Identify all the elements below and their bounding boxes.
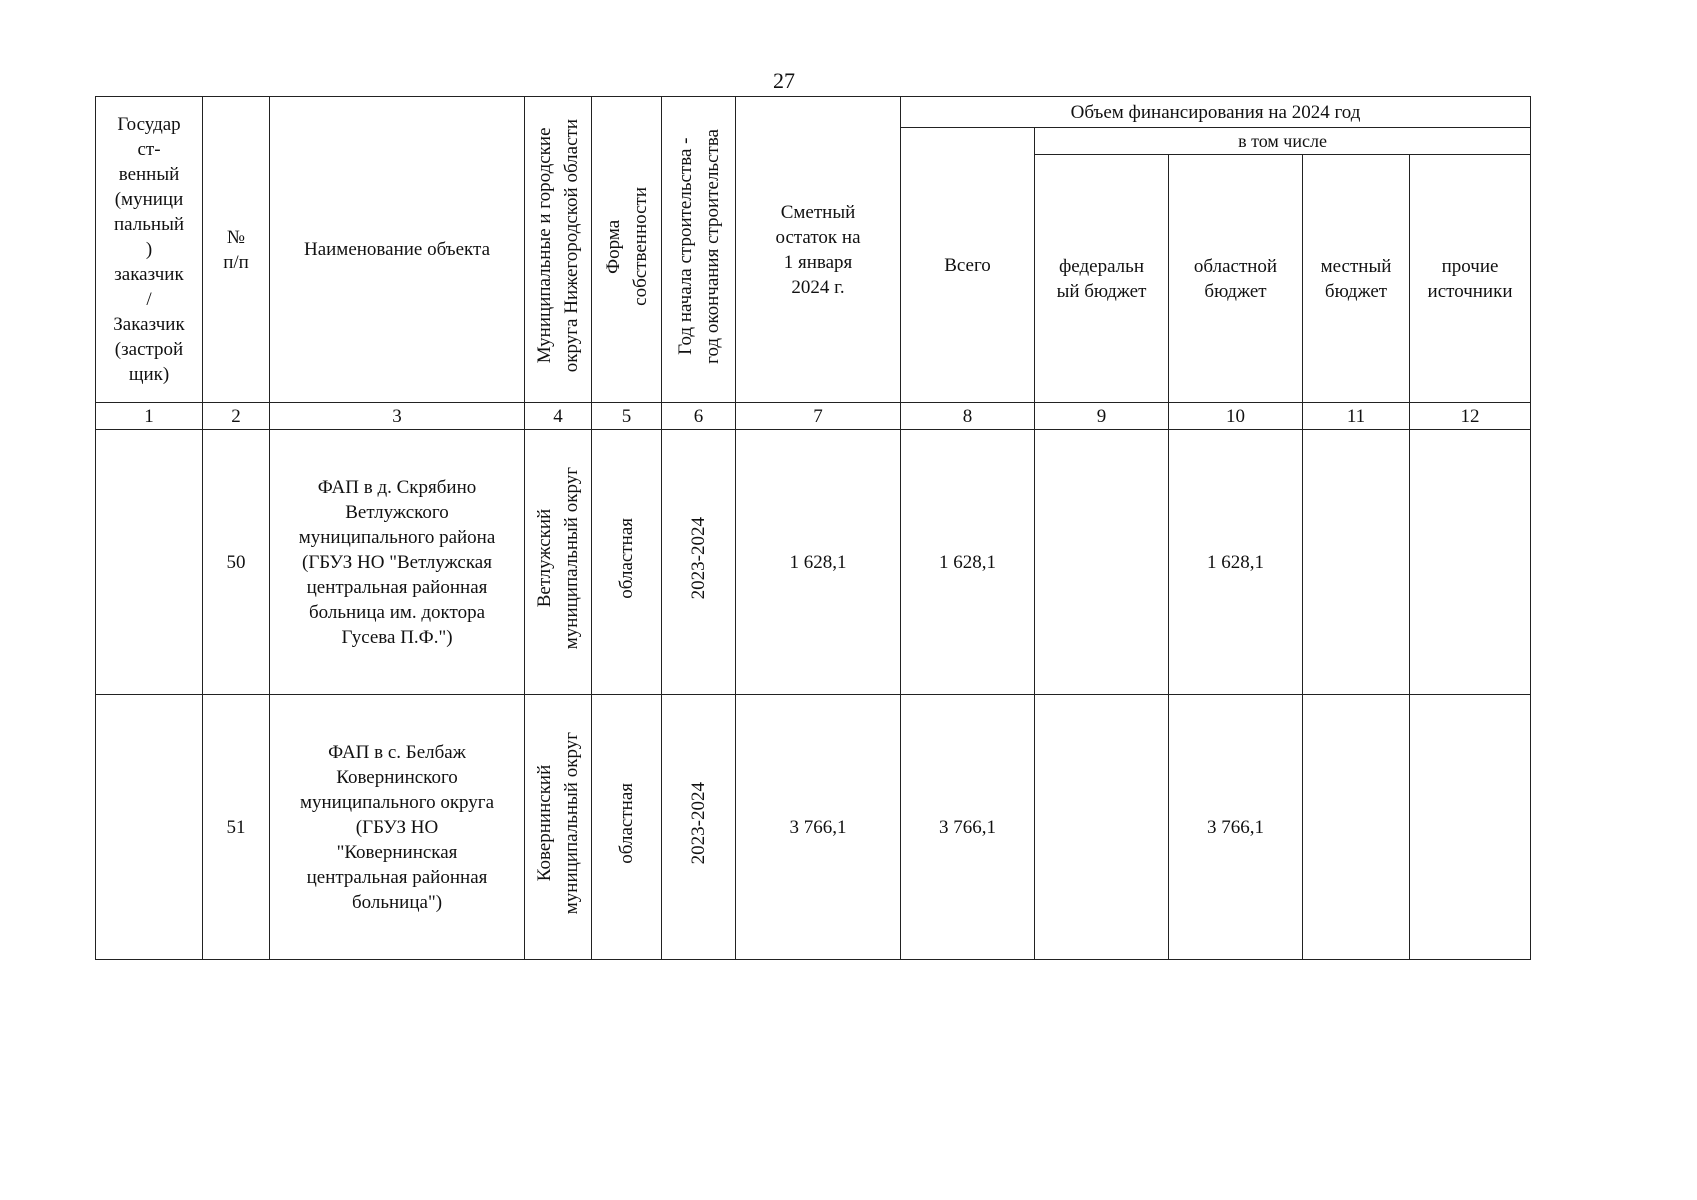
column-number: 11 [1303,403,1410,430]
cell-other [1410,430,1531,695]
header-number: № п/п [203,97,270,403]
cell-number: 50 [203,430,270,695]
header-other: прочие источники [1410,155,1531,403]
header-federal: федеральн ый бюджет [1035,155,1169,403]
header-years: Год начала строительства - год окончания строительства [662,97,736,403]
cell-object-name: ФАП в с. Белбаж Ковернинского муниципального округа (ГБУЗ НО "Ковернинская центральная районная больница") [270,695,525,960]
header-regional: областной бюджет [1169,155,1303,403]
cell-ownership: областная [592,695,662,960]
cell-number: 51 [203,695,270,960]
cell-customer [96,430,203,695]
cell-federal [1035,695,1169,960]
header-including: в том числе [1035,128,1531,155]
column-number: 12 [1410,403,1531,430]
cell-total: 3 766,1 [901,695,1035,960]
cell-regional: 3 766,1 [1169,695,1303,960]
column-number: 8 [901,403,1035,430]
column-number: 1 [96,403,203,430]
column-number: 5 [592,403,662,430]
column-number: 4 [525,403,592,430]
column-number: 10 [1169,403,1303,430]
cell-local [1303,430,1410,695]
column-number: 9 [1035,403,1169,430]
cell-federal [1035,430,1169,695]
column-number: 6 [662,403,736,430]
header-object-name: Наименование объекта [270,97,525,403]
header-estimate: Сметный остаток на 1 января 2024 г. [736,97,901,403]
cell-customer [96,695,203,960]
cell-years: 2023-2024 [662,695,736,960]
cell-estimate: 3 766,1 [736,695,901,960]
header-ownership: Форма собственности [592,97,662,403]
cell-regional: 1 628,1 [1169,430,1303,695]
cell-total: 1 628,1 [901,430,1035,695]
cell-municipal: Ковернинский муниципальный округ [525,695,592,960]
table-row [96,695,1531,960]
header-customer: Государ ст- венный (муници пальный ) заказчик / Заказчик (застрой щик) [96,97,203,403]
header-financing: Объем финансирования на 2024 год [901,97,1531,128]
header-local: местный бюджет [1303,155,1410,403]
cell-years: 2023-2024 [662,430,736,695]
column-number: 7 [736,403,901,430]
cell-other [1410,695,1531,960]
financing-table [95,96,1531,960]
table-row [96,430,1531,695]
column-numbers-row [96,403,1531,430]
header-total: Всего [901,128,1035,403]
column-number: 2 [203,403,270,430]
page-number: 27 [773,68,795,93]
cell-object-name: ФАП в д. Скрябино Ветлужского муниципального района (ГБУЗ НО "Ветлужская центральная районная больница им. доктора Гусева П.Ф.") [270,430,525,695]
header-municipal: Муниципальные и городские округа Нижегородской области [525,97,592,403]
cell-municipal: Ветлужский муниципальный округ [525,430,592,695]
cell-ownership: областная [592,430,662,695]
column-number: 3 [270,403,525,430]
header-row [96,97,1531,128]
cell-estimate: 1 628,1 [736,430,901,695]
cell-local [1303,695,1410,960]
